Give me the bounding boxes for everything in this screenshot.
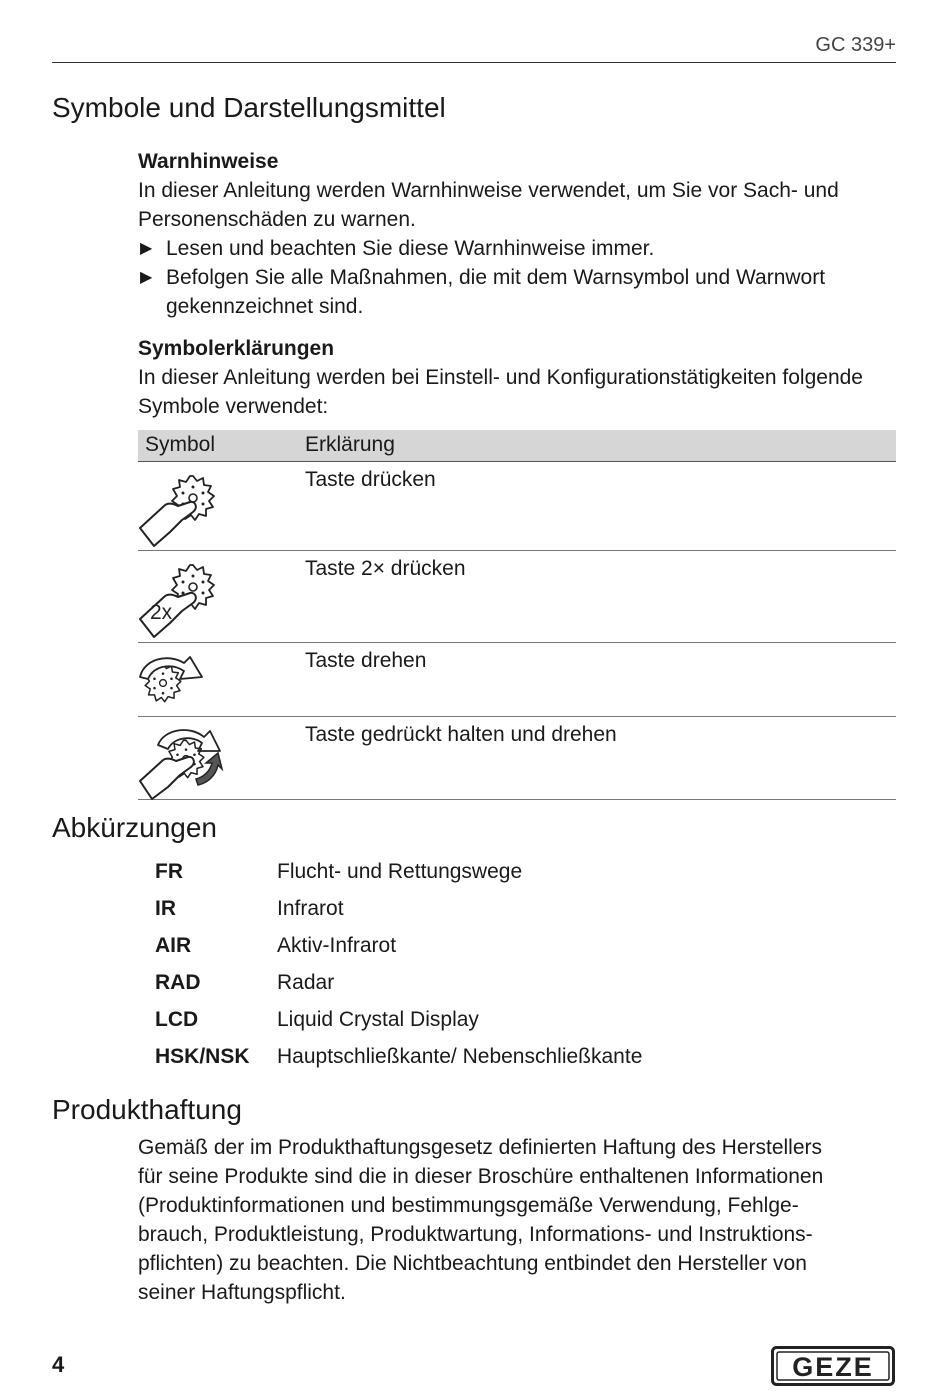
abbreviation-meaning: Radar <box>277 971 335 994</box>
triangle-bullet-icon: ▶ <box>140 240 153 257</box>
abbreviation-meaning: Infrarot <box>277 897 344 920</box>
header-divider <box>52 62 896 63</box>
liability-text <box>138 1133 896 1307</box>
list-item: ▶ Lesen und beachten Sie diese Warnhinweise immer. <box>138 234 896 263</box>
abbreviation: HSK/NSK <box>155 1045 250 1068</box>
table-row <box>138 717 896 800</box>
list-item <box>155 860 855 897</box>
list-item <box>155 934 855 971</box>
text-line: Gemäß der im Produkthaftungsgesetz definierten Haftung des Herstellers <box>138 1136 823 1159</box>
explanation-text: Taste gedrückt halten und drehen <box>305 723 617 746</box>
list-item <box>155 971 855 1008</box>
press-button-twice-icon <box>138 557 228 648</box>
svg-text:GEZE: GEZE <box>792 1352 874 1382</box>
abbreviation: IR <box>155 897 176 920</box>
warnings-block <box>138 147 896 321</box>
list-item <box>155 897 855 934</box>
table-row <box>138 462 896 551</box>
document-model: GC 339+ <box>815 34 896 56</box>
explanation-text: Taste 2× drücken <box>305 557 466 580</box>
legend-intro: In dieser Anleitung werden bei Einstell- und Konfigurationstätigkeiten folgende Symbole verwendet: <box>138 366 863 418</box>
abbreviation-list <box>155 860 855 1082</box>
list-item: ▶ Befolgen Sie alle Maßnahmen, die mit dem Warnsymbol und Warnwort gekennzeichnet sind. <box>138 263 896 321</box>
abbreviation-meaning: Liquid Crystal Display <box>277 1008 479 1031</box>
table-row <box>138 643 896 717</box>
table-row <box>138 551 896 643</box>
turn-knob-icon <box>138 649 228 718</box>
symbol-table <box>138 430 896 800</box>
column-header-symbol: Symbol <box>145 433 216 456</box>
abbreviation: AIR <box>155 934 192 957</box>
list-item <box>155 1008 855 1045</box>
text-line: für seine Produkte sind die in dieser Broschüre enthaltenen Informationen <box>138 1165 824 1188</box>
explanation-text: Taste drehen <box>305 649 427 672</box>
legend-block <box>138 334 896 421</box>
section-title-liability: Produkthaftung <box>52 1094 242 1125</box>
abbreviation-meaning: Flucht- und Rettungswege <box>277 860 523 883</box>
twice-label: 2x <box>150 601 173 624</box>
geze-logo <box>771 1346 895 1386</box>
text-line: seiner Haftungspflicht. <box>138 1281 346 1304</box>
abbreviation: LCD <box>155 1008 199 1031</box>
abbreviation: RAD <box>155 971 201 994</box>
page-number: 4 <box>52 1352 65 1377</box>
column-header-explanation: Erklärung <box>305 433 395 456</box>
section-title-abbreviations: Abkürzungen <box>52 812 218 843</box>
text-line: pflichten) zu beachten. Die Nichtbeachtung entbindet den Hersteller von <box>138 1252 807 1275</box>
warnings-intro: In dieser Anleitung werden Warnhinweise verwendet, um Sie vor Sach- und Personenschäden zu warnen. <box>138 179 839 231</box>
section-title-symbols: Symbole und Darstellungsmittel <box>52 92 446 123</box>
text-line: brauch, Produktleistung, Produktwartung, Informations- und Instruktions- <box>138 1223 813 1246</box>
press-and-turn-icon <box>138 723 228 808</box>
press-button-icon <box>138 468 228 557</box>
list-item <box>155 1045 855 1082</box>
symbol-table-header <box>138 430 896 462</box>
abbreviation: FR <box>155 860 183 883</box>
triangle-bullet-icon: ▶ <box>140 269 153 286</box>
abbreviation-meaning: Aktiv-Infrarot <box>277 934 397 957</box>
legend-heading: Symbolerklärungen <box>138 337 335 360</box>
explanation-text: Taste drücken <box>305 468 436 491</box>
warnings-list <box>138 234 896 321</box>
abbreviation-meaning: Hauptschließkante/ Nebenschließkante <box>277 1045 643 1068</box>
warnings-heading: Warnhinweise <box>138 150 279 173</box>
text-line: (Produktinformationen und bestimmungsgemäße Verwendung, Fehlge- <box>138 1194 799 1217</box>
